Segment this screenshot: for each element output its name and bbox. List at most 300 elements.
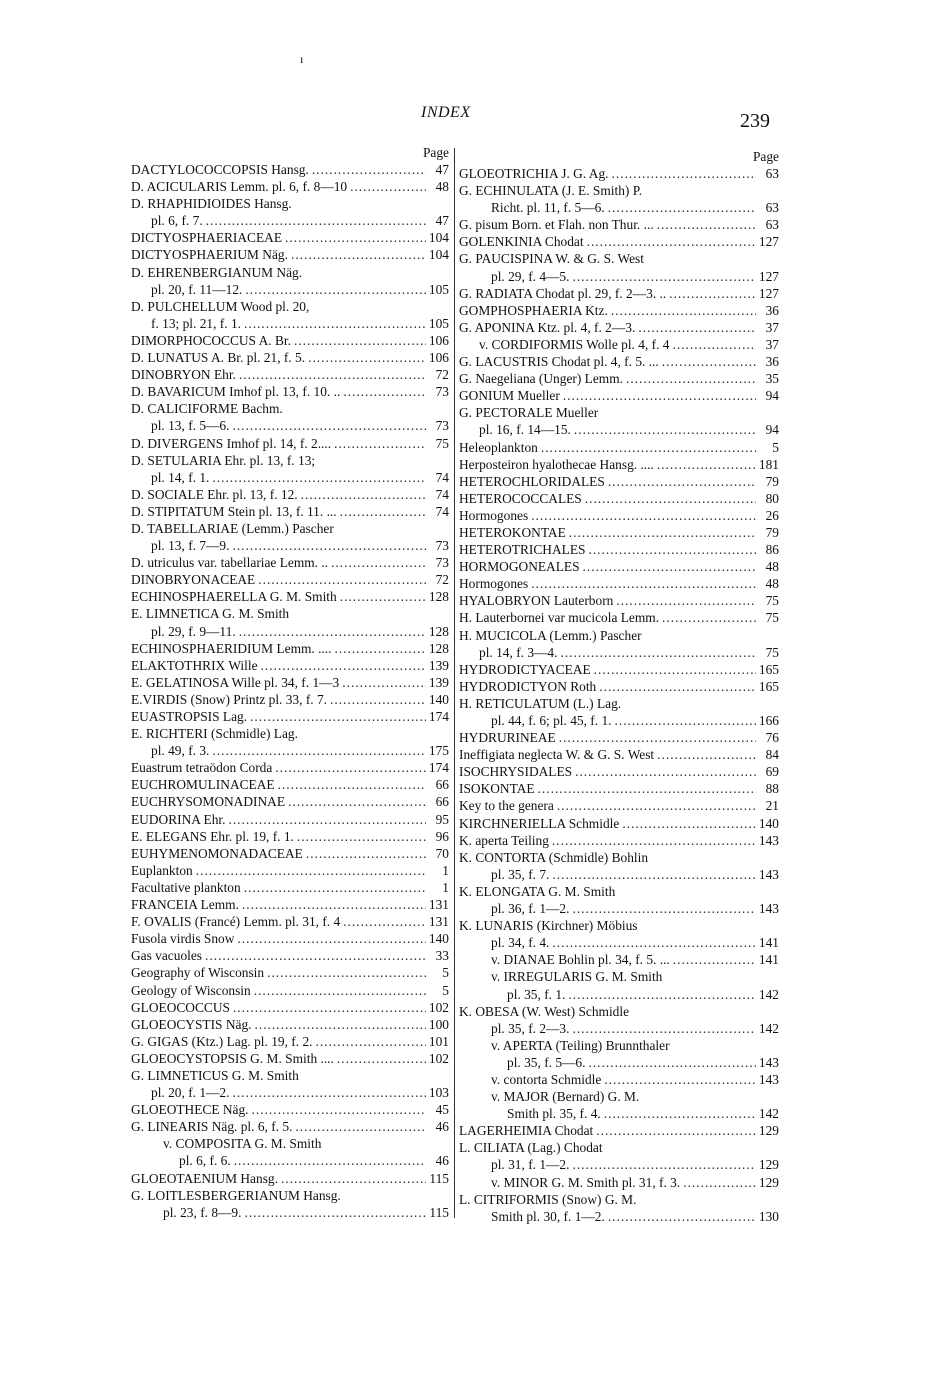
entry-text: G. pisum Born. et Flah. non Thur. ...	[459, 217, 654, 233]
index-entry	[459, 832, 779, 849]
dot-leader	[308, 349, 426, 366]
dot-leader	[294, 332, 426, 349]
dot-leader	[538, 780, 756, 797]
index-entry	[459, 285, 779, 302]
entry-text: DICTYOSPHAERIACEAE	[131, 230, 283, 246]
entry-page: 5	[442, 982, 449, 998]
entry-text: G. LINEARIS Näg. pl. 6, f. 5.	[131, 1119, 293, 1135]
entry-text: Geology of Wisconsin	[131, 982, 251, 998]
dot-leader	[301, 486, 426, 503]
entry-text: v. IRREGULARIS G. M. Smith	[491, 969, 663, 985]
index-entry	[459, 678, 779, 695]
index-entry	[131, 229, 449, 246]
index-entry	[459, 541, 779, 558]
dot-leader	[297, 828, 426, 845]
entry-text: G. GIGAS (Ktz.) Lag. pl. 19, f. 2.	[131, 1033, 313, 1049]
entry-text: ISOCHRYSIDALES	[459, 764, 573, 780]
entry-page: 86	[765, 542, 779, 558]
entry-page: 142	[758, 986, 779, 1002]
dot-leader	[316, 1033, 426, 1050]
index-entry	[131, 896, 449, 913]
index-entry	[131, 845, 449, 862]
index-entry	[131, 640, 449, 657]
entry-text: D. utriculus var. tabellariae Lemm. ..	[131, 555, 329, 571]
entry-page: 115	[429, 1170, 449, 1186]
index-column-left	[131, 144, 449, 1221]
entry-page: 63	[765, 166, 779, 181]
entry-text: DINOBRYONACEAE	[131, 572, 256, 588]
dot-leader	[575, 763, 756, 780]
column-divider	[454, 148, 455, 1218]
index-entry	[131, 298, 449, 315]
dot-leader	[239, 623, 426, 640]
entry-text: HETEROTRICHALES	[459, 542, 586, 558]
index-entry	[459, 165, 779, 182]
index-entry	[131, 1152, 449, 1169]
index-entry	[459, 353, 779, 370]
index-entry	[131, 520, 449, 537]
entry-page: 26	[765, 507, 779, 523]
dot-leader	[244, 315, 426, 332]
index-entry	[459, 797, 779, 814]
index-entry	[131, 1187, 449, 1204]
dot-leader	[331, 554, 426, 571]
index-entry	[131, 811, 449, 828]
dot-leader	[541, 439, 756, 456]
entry-page: 102	[428, 999, 449, 1015]
index-entry	[131, 879, 449, 896]
dot-leader	[588, 1054, 755, 1071]
index-entry	[459, 507, 779, 524]
dot-leader	[583, 558, 756, 575]
entry-text: G. LIMNETICUS G. M. Smith	[131, 1067, 299, 1083]
entry-page: 143	[758, 1071, 779, 1087]
entry-text: pl. 35, f. 2—3.	[491, 1020, 570, 1036]
dot-leader	[552, 866, 756, 883]
index-entry	[459, 1174, 779, 1191]
index-column-right	[459, 148, 779, 1225]
index-entry	[131, 383, 449, 400]
entry-text: K. CONTORTA (Schmidle) Bohlin	[459, 849, 649, 865]
index-entry	[459, 199, 779, 216]
entry-text: D. STIPITATUM Stein pl. 13, f. 11. ...	[131, 503, 337, 519]
index-entry	[459, 968, 779, 985]
dot-leader	[673, 336, 757, 353]
dot-leader	[250, 708, 426, 725]
dot-leader	[206, 212, 426, 229]
entry-page: 166	[758, 713, 779, 728]
entry-text: GOLENKINIA Chodat	[459, 234, 584, 250]
dot-leader	[285, 229, 426, 246]
dot-leader	[242, 896, 426, 913]
dot-leader	[599, 678, 756, 695]
page-column-label: Page	[422, 145, 449, 160]
index-entry	[131, 828, 449, 845]
entry-text: ELAKTOTHRIX Wille	[131, 657, 258, 673]
entry-text: HORMOGONEALES	[459, 559, 580, 575]
entry-text: GLOEOTAENIUM Hansg.	[131, 1170, 278, 1186]
entry-page: 143	[758, 866, 779, 882]
entry-page: 140	[428, 931, 449, 947]
dot-leader	[572, 268, 755, 285]
dot-leader	[552, 934, 756, 951]
index-entry	[459, 1122, 779, 1139]
entry-text: G. RADIATA Chodat pl. 29, f. 2—3. ..	[459, 285, 667, 301]
dot-leader	[232, 1084, 425, 1101]
dot-leader	[612, 165, 756, 182]
entry-page: 80	[765, 490, 779, 506]
entry-text: Smith pl. 30, f. 1—2.	[491, 1208, 605, 1224]
dot-leader	[350, 178, 426, 195]
index-entry	[131, 503, 449, 520]
entry-text: Herposteiron hyalothecae Hansg. ....	[459, 456, 654, 472]
index-entry	[131, 657, 449, 674]
entry-text: FRANCEIA Lemm.	[131, 897, 239, 913]
index-entry	[459, 575, 779, 592]
entry-page: 165	[758, 678, 779, 694]
entry-text: Ineffigiata neglecta W. & G. S. West	[459, 747, 655, 763]
entry-text: GLOEOTHECE Näg.	[131, 1102, 249, 1118]
entry-page: 140	[758, 815, 779, 831]
index-entry	[459, 456, 779, 473]
entry-page: 37	[765, 336, 779, 352]
entry-text: D. LUNATUS A. Br. pl. 21, f. 5.	[131, 350, 306, 366]
index-entry	[131, 776, 449, 793]
dot-leader	[275, 759, 426, 776]
entry-text: f. 13; pl. 21, f. 1.	[151, 315, 242, 331]
entry-page: 94	[765, 388, 779, 404]
index-entry	[131, 588, 449, 605]
index-entry	[131, 964, 449, 981]
entry-page: 105	[428, 281, 449, 297]
dot-leader	[657, 456, 756, 473]
dot-leader	[295, 1118, 426, 1135]
dot-leader	[657, 216, 756, 233]
entry-text: DINOBRYON Ehr.	[131, 367, 236, 383]
index-entry	[459, 268, 779, 285]
index-entry	[131, 452, 449, 469]
dot-leader	[615, 712, 756, 729]
entry-page: 48	[765, 559, 779, 575]
entry-text: GLOEOCOCCUS	[131, 999, 230, 1015]
index-entry	[459, 233, 779, 250]
index-entry	[131, 623, 449, 640]
dot-leader	[340, 503, 426, 520]
index-entries-right	[459, 165, 779, 1225]
index-entry	[131, 1101, 449, 1118]
entry-text: pl. 14, f. 3—4.	[479, 644, 558, 660]
index-entry	[131, 281, 449, 298]
dot-leader	[330, 691, 426, 708]
index-entries-left	[131, 161, 449, 1221]
entry-page: 33	[435, 948, 449, 964]
index-entry	[459, 1020, 779, 1037]
entry-page: 70	[435, 845, 449, 861]
index-entry	[131, 212, 449, 229]
entry-page: 88	[765, 781, 779, 797]
entry-text: v. DIANAE Bohlin pl. 34, f. 5. ...	[491, 952, 670, 968]
entry-page: 101	[428, 1033, 449, 1049]
entry-text: G. LACUSTRIS Chodat pl. 4, f. 5. ...	[459, 354, 659, 370]
entry-page: 181	[758, 456, 779, 472]
dot-leader	[343, 383, 426, 400]
page-title: INDEX	[421, 104, 471, 121]
entry-page: 1	[442, 879, 449, 895]
index-entry	[131, 571, 449, 588]
entry-text: DICTYOSPHAERIUM Näg.	[131, 247, 288, 263]
index-entry	[131, 947, 449, 964]
entry-text: D. BAVARICUM Imhof pl. 13, f. 10. ..	[131, 384, 341, 400]
entry-page: 21	[765, 798, 779, 814]
dot-leader	[683, 1174, 756, 1191]
dot-leader	[673, 951, 756, 968]
entry-page: 139	[428, 657, 449, 673]
entry-text: v. MAJOR (Bernard) G. M.	[491, 1089, 640, 1105]
index-entry	[131, 554, 449, 571]
index-entry	[131, 1050, 449, 1067]
index-entry	[131, 178, 449, 195]
entry-text: H. RETICULATUM (L.) Lag.	[459, 695, 622, 711]
dot-leader	[306, 845, 426, 862]
entry-page: 63	[765, 217, 779, 233]
entry-text: Euplankton	[131, 862, 193, 878]
dot-leader	[569, 524, 756, 541]
dot-leader	[568, 986, 756, 1003]
entry-page: 84	[765, 747, 779, 763]
entry-page: 129	[758, 1123, 779, 1139]
entry-text: D. SOCIALE Ehr. pl. 13, f. 12.	[131, 486, 298, 502]
index-entry	[131, 930, 449, 947]
dot-leader	[557, 797, 756, 814]
entry-page: 128	[428, 640, 449, 656]
entry-text: EUCHRYSOMONADINAE	[131, 794, 285, 810]
entry-text: pl. 6, f. 7.	[151, 213, 203, 229]
dot-leader	[616, 592, 756, 609]
entry-text: Key to the genera	[459, 798, 554, 814]
entry-page: 115	[429, 1204, 449, 1220]
dot-leader	[312, 161, 426, 178]
dot-leader	[596, 1122, 756, 1139]
entry-text: G. ECHINULATA (J. E. Smith) P.	[459, 183, 643, 199]
entry-text: D. PULCHELLUM Wood pl. 20,	[131, 298, 310, 314]
entry-text: Heleoplankton	[459, 439, 538, 455]
index-entry	[459, 319, 779, 336]
entry-text: pl. 14, f. 1.	[151, 469, 210, 485]
entry-text: pl. 20, f. 1—2.	[151, 1085, 230, 1101]
dot-leader	[334, 435, 426, 452]
entry-text: HYDRURINEAE	[459, 730, 556, 746]
dot-leader	[252, 1101, 426, 1118]
index-entry	[131, 264, 449, 281]
entry-text: ECHINOSPHAERIDIUM Lemm. ....	[131, 640, 332, 656]
entry-text: EUDORINA Ehr.	[131, 811, 226, 827]
dot-leader	[657, 746, 756, 763]
entry-page: 95	[435, 811, 449, 827]
entry-text: v. APERTA (Teiling) Brunnthaler	[491, 1037, 670, 1053]
entry-text: Geography of Wisconsin	[131, 965, 265, 981]
dot-leader	[342, 674, 426, 691]
entry-text: GONIUM Mueller	[459, 388, 560, 404]
entry-page: 5	[442, 965, 449, 981]
entry-text: pl. 23, f. 8—9.	[163, 1204, 242, 1220]
dot-leader	[572, 900, 755, 917]
entry-text: L. CILIATA (Lag.) Chodat	[459, 1140, 603, 1156]
entry-page: 63	[765, 200, 779, 216]
entry-text: pl. 36, f. 1—2.	[491, 901, 570, 917]
index-entry	[459, 250, 779, 267]
dot-leader	[232, 537, 426, 554]
entry-text: pl. 16, f. 14—15.	[479, 422, 571, 438]
index-entry	[459, 849, 779, 866]
entry-page: 48	[765, 576, 779, 592]
dot-leader	[531, 507, 756, 524]
index-entry	[131, 195, 449, 212]
entry-page: 47	[435, 162, 449, 177]
entry-page: 46	[435, 1119, 449, 1135]
entry-text: D. DIVERGENS Imhof pl. 14, f. 2....	[131, 435, 332, 451]
index-entry	[131, 1204, 449, 1221]
dot-leader	[261, 657, 426, 674]
entry-page: 141	[758, 935, 779, 951]
index-entry	[459, 1003, 779, 1020]
dot-leader	[254, 982, 426, 999]
index-entry	[131, 793, 449, 810]
entry-text: D. ACICULARIS Lemm. pl. 6, f. 8—10	[131, 179, 348, 195]
index-entry	[459, 695, 779, 712]
index-entry	[131, 1170, 449, 1187]
entry-page: 74	[435, 503, 449, 519]
index-entry	[459, 609, 779, 626]
dot-leader	[244, 1204, 426, 1221]
dot-leader	[552, 832, 756, 849]
dot-leader	[340, 588, 426, 605]
index-entry	[131, 691, 449, 708]
index-entry	[131, 161, 449, 178]
dot-leader	[622, 815, 756, 832]
index-entry	[131, 913, 449, 930]
index-entry	[459, 712, 779, 729]
entry-text: K. ELONGATA G. M. Smith	[459, 883, 616, 899]
dot-leader	[669, 285, 756, 302]
entry-page: 66	[435, 777, 449, 793]
dot-leader	[291, 246, 426, 263]
dot-leader	[267, 964, 426, 981]
entry-page: 45	[435, 1102, 449, 1118]
entry-text: G. APONINA Ktz. pl. 4, f. 2—3.	[459, 319, 636, 335]
dot-leader	[594, 661, 756, 678]
index-entry	[131, 708, 449, 725]
index-entry	[459, 1156, 779, 1173]
index-entry	[131, 349, 449, 366]
index-entry	[459, 883, 779, 900]
entry-page: 74	[435, 469, 449, 485]
index-entry	[459, 404, 779, 421]
dot-leader	[258, 571, 426, 588]
dot-leader	[232, 417, 426, 434]
entry-text: D. RHAPHIDIOIDES Hansg.	[131, 196, 292, 212]
entry-page: 128	[428, 623, 449, 639]
entry-text: HYDRODICTYACEAE	[459, 661, 591, 677]
entry-page: 36	[765, 354, 779, 370]
index-entry	[459, 473, 779, 490]
entry-text: H. MUCICOLA (Lemm.) Pascher	[459, 627, 642, 643]
entry-text: EUCHROMULINACEAE	[131, 777, 275, 793]
index-entry	[131, 999, 449, 1016]
dot-leader	[662, 353, 756, 370]
entry-page: 143	[758, 832, 779, 848]
entry-text: K. OBESA (W. West) Schmidle	[459, 1003, 630, 1019]
dot-leader	[608, 473, 756, 490]
index-entry	[459, 900, 779, 917]
index-entry	[459, 336, 779, 353]
entry-page: 69	[765, 764, 779, 780]
dot-leader	[588, 541, 756, 558]
index-entry	[131, 1135, 449, 1152]
entry-text: v. COMPOSITA G. M. Smith	[163, 1136, 322, 1152]
entry-text: Fusola virdis Snow	[131, 931, 235, 947]
dot-leader	[278, 776, 426, 793]
index-entry	[459, 558, 779, 575]
index-entry	[131, 674, 449, 691]
entry-text: HETEROCOCCALES	[459, 490, 582, 506]
entry-text: GLOEOCYSTOPSIS G. M. Smith ....	[131, 1050, 334, 1066]
entry-page: 102	[428, 1050, 449, 1066]
entry-page: 142	[758, 1106, 779, 1122]
entry-text: KIRCHNERIELLA Schmidle	[459, 815, 620, 831]
entry-text: pl. 35, f. 7.	[491, 866, 550, 882]
dot-leader	[281, 1170, 426, 1187]
entry-page: 76	[765, 730, 779, 746]
entry-text: pl. 29, f. 9—11.	[151, 623, 236, 639]
entry-page: 104	[428, 230, 449, 246]
entry-text: Smith pl. 35, f. 4.	[507, 1106, 601, 1122]
index-entry	[459, 1208, 779, 1225]
entry-page: 73	[435, 418, 449, 434]
dot-leader	[585, 490, 756, 507]
index-entry	[131, 366, 449, 383]
index-entry	[459, 1071, 779, 1088]
index-entry	[131, 1016, 449, 1033]
index-entry	[131, 315, 449, 332]
entry-page: 5	[772, 439, 779, 455]
entry-text: G. LOITLESBERGERIANUM Hansg.	[131, 1187, 341, 1203]
entry-text: LAGERHEIMIA Chodat	[459, 1123, 594, 1139]
index-entry	[131, 605, 449, 622]
index-entry	[459, 780, 779, 797]
entry-text: D. CALICIFORME Bachm.	[131, 401, 283, 417]
index-entry	[459, 746, 779, 763]
entry-text: Richt. pl. 11, f. 5—6.	[491, 200, 605, 216]
dot-leader	[662, 609, 756, 626]
entry-text: pl. 31, f. 1—2.	[491, 1157, 570, 1173]
index-entry	[131, 417, 449, 434]
index-entry	[131, 435, 449, 452]
dot-leader	[196, 862, 426, 879]
entry-page: 142	[758, 1020, 779, 1036]
entry-text: E. LIMNETICA G. M. Smith	[131, 606, 290, 622]
dot-leader	[334, 640, 425, 657]
entry-page: 129	[758, 1174, 779, 1190]
page-column-label: Page	[752, 149, 779, 164]
entry-text: HYALOBRYON Lauterborn	[459, 593, 614, 609]
index-entry	[459, 763, 779, 780]
entry-page: 72	[435, 367, 449, 383]
dot-leader	[572, 1020, 755, 1037]
index-entry	[131, 537, 449, 554]
index-entry	[131, 469, 449, 486]
entry-page: 73	[435, 555, 449, 571]
index-entry	[459, 866, 779, 883]
